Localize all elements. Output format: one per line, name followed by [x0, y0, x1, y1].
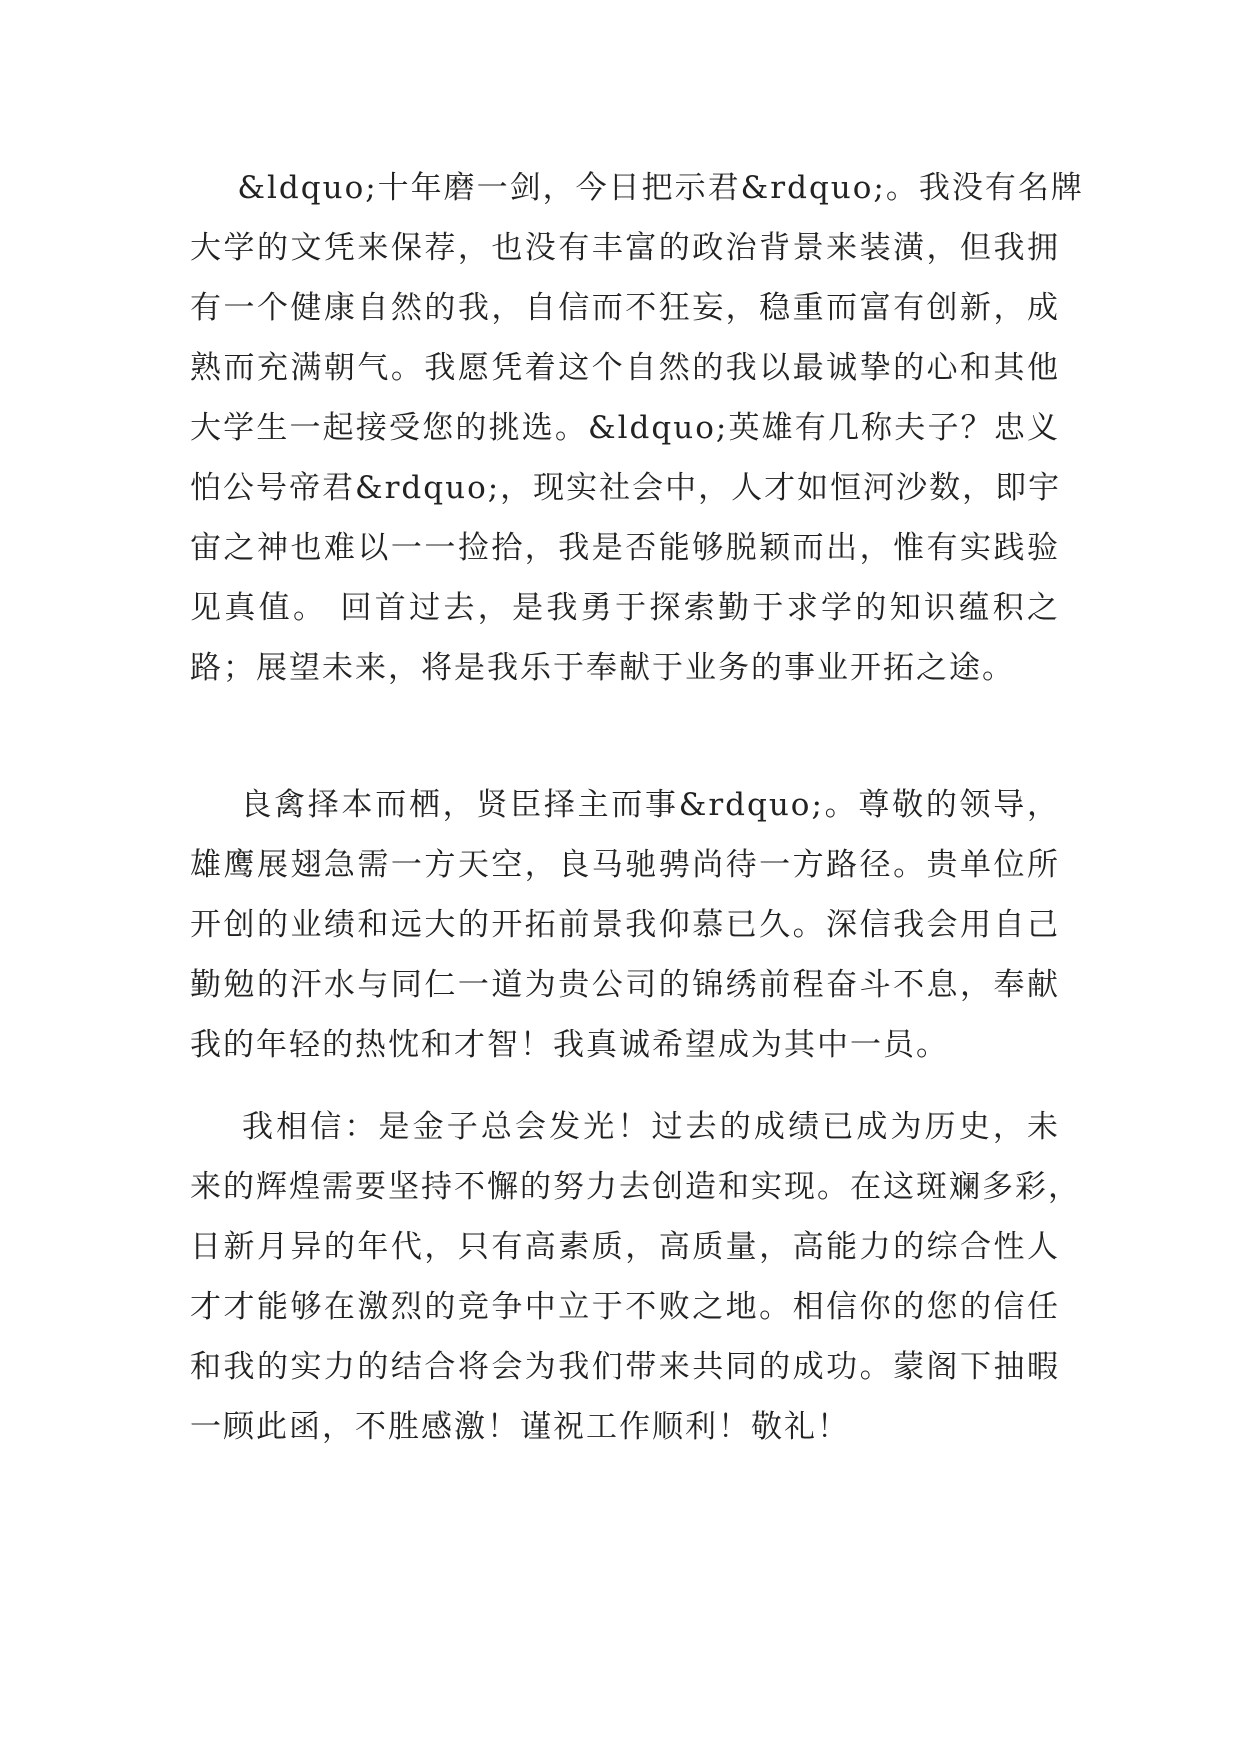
text-line: 日新月异的年代，只有高素质，高质量，高能力的综合性人: [190, 1229, 1060, 1265]
text-line: &ldquo;十年磨一剑，今日把示君&rdquo;。我没有名牌: [190, 170, 1084, 206]
text-line: 大学的文凭来保荐，也没有丰富的政治背景来装潢，但我拥: [190, 230, 1060, 266]
text-line: 宙之神也难以一一捡拾，我是否能够脱颖而出，惟有实践验: [190, 530, 1060, 566]
text-line: 一顾此函，不胜感激！谨祝工作顺利！敬礼！: [190, 1409, 850, 1445]
paragraph-2: [190, 775, 1060, 1075]
text-line: 路；展望未来，将是我乐于奉献于业务的事业开拓之途。: [190, 650, 1015, 686]
text-line: 才才能够在激烈的竞争中立于不败之地。相信你的您的信任: [190, 1289, 1060, 1325]
text-line: 我的年轻的热忱和才智！我真诚希望成为其中一员。: [190, 1027, 949, 1063]
text-line: 熟而充满朝气。我愿凭着这个自然的我以最诚挚的心和其他: [190, 350, 1060, 386]
text-line: 良禽择本而栖，贤臣择主而事&rdquo;。尊敬的领导，: [190, 787, 1060, 823]
text-line: 勤勉的汗水与同仁一道为贵公司的锦绣前程奋斗不息，奉献: [190, 967, 1060, 1003]
paragraph-1: [190, 158, 1084, 698]
text-line: 有一个健康自然的我，自信而不狂妄，稳重而富有创新，成: [190, 290, 1060, 326]
text-line: 和我的实力的结合将会为我们带来共同的成功。蒙阁下抽暇: [190, 1349, 1060, 1385]
text-line: 我相信：是金子总会发光！过去的成绩已成为历史，未: [190, 1109, 1060, 1145]
paragraph-3: [190, 1097, 1081, 1457]
text-line: 见真值。 回首过去，是我勇于探索勤于求学的知识蕴积之: [190, 590, 1060, 626]
text-line: 怕公号帝君&rdquo;，现实社会中，人才如恒河沙数，即宇: [190, 470, 1062, 506]
text-line: 雄鹰展翅急需一方天空，良马驰骋尚待一方路径。贵单位所: [190, 847, 1060, 883]
text-line: 来的辉煌需要坚持不懈的努力去创造和实现。在这斑斓多彩，: [190, 1169, 1081, 1205]
text-line: 大学生一起接受您的挑选。&ldquo;英雄有几称夫子？忠义: [190, 410, 1060, 446]
text-line: 开创的业绩和远大的开拓前景我仰慕已久。深信我会用自己: [190, 907, 1060, 943]
